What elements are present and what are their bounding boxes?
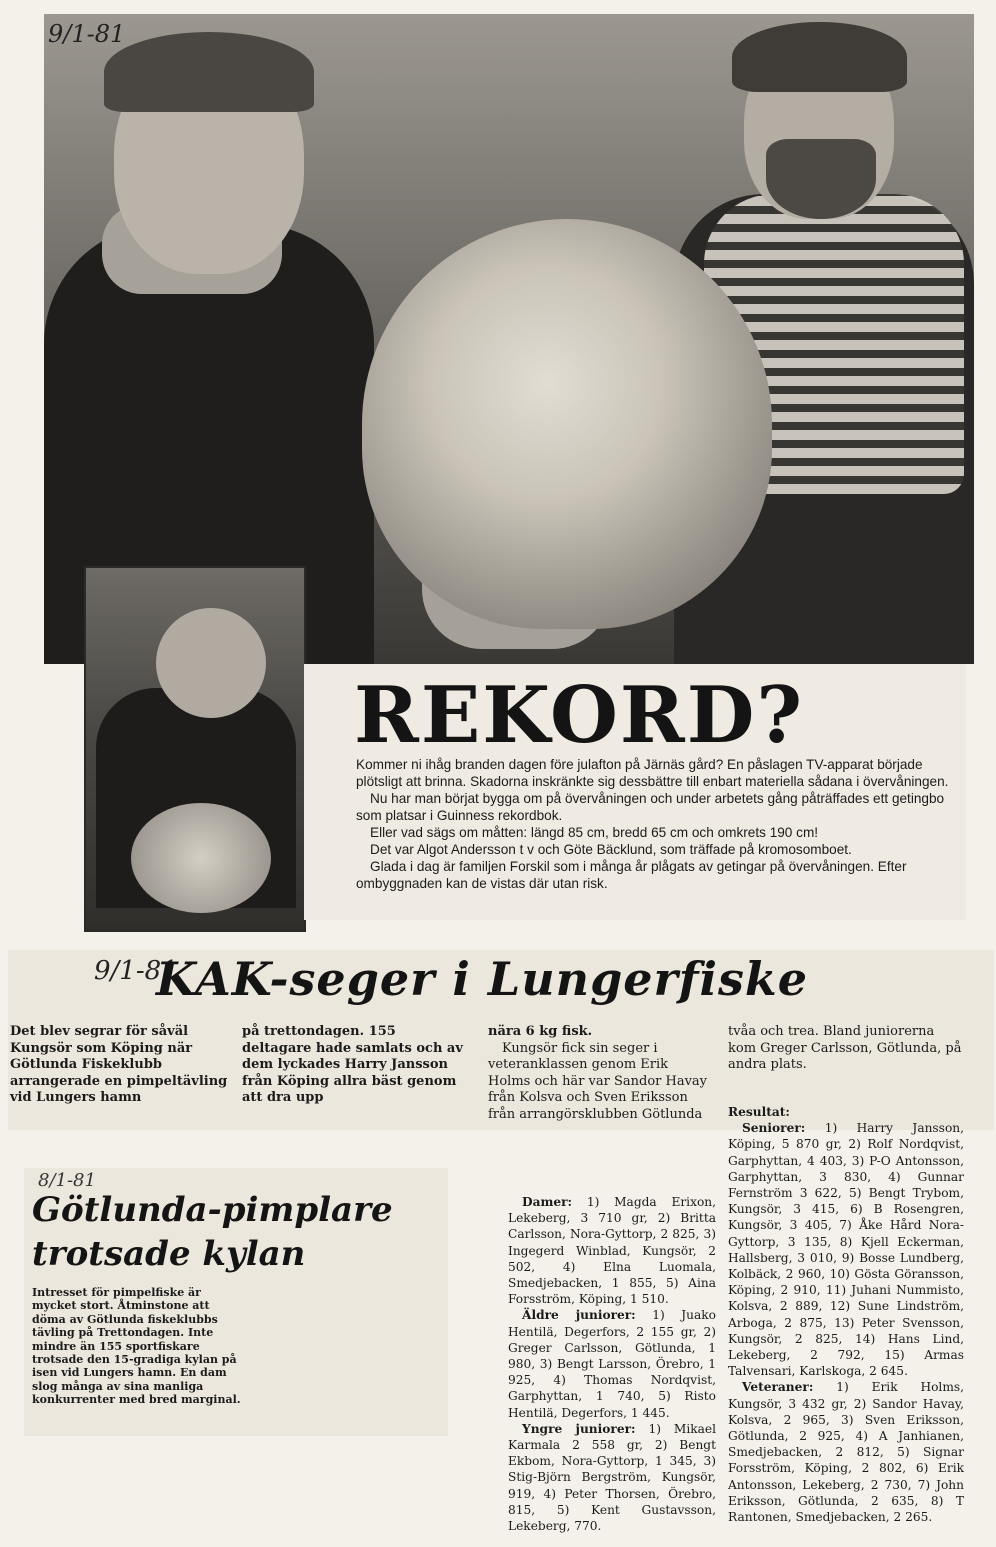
kak-column-3-text: Kungsör fick sin seger i veteranklassen genom Erik Holms och här var Sandor Havay från Kolsva och Sven Eriksson från arrangörsklubben Götlunda (488, 1040, 708, 1122)
photo-person-left-hair (104, 32, 314, 112)
kak-column-3 (488, 1024, 708, 1124)
handwritten-date: 8/1-81 (38, 1170, 96, 1191)
inset-photo (84, 566, 306, 932)
results-column-right (728, 1104, 964, 1525)
photo-person-right-beard (766, 139, 876, 219)
kak-lead (10, 1024, 228, 1107)
kak-lead-text: Det blev segrar för såväl Kungsör som Köping när Götlunda Fiskeklubb arrangerade en pimpeltävling vid Lungers hamn (10, 1024, 228, 1106)
veteraner-text: 1) Erik Holms, Kungsör, 3 432 gr, 2) Sandor Havay, Kolsva, 2 965, 3) Sven Eriksson, Götlunda, 2 925, 4) A Janhianen, Smedjebacken, 2 812, 5) Signar Forsström, Köping, 2 802, 6) Erik Antonsson, Lekeberg, 2 730, 7) John Eriksson, Götlunda, 2 635, 8) T Rantonen, Smedjebacken, 2 265. (728, 1380, 965, 1525)
aldre-text: 1) Juako Hentilä, Degerfors, 2 155 gr, 2) Greger Carlsson, Götlunda, 1 980, 3) Bengt Larsson, Örebro, 1 925, 4) Thomas Nordqvist, Garphyttan, 1 740, 5) Risto Hentilä, Degerfors, 1 445. (508, 1308, 717, 1420)
kak-headline: KAK-seger i Lungerfiske (156, 952, 809, 1006)
results-aldre-juniorer (508, 1307, 716, 1420)
inset-wasp-nest (131, 803, 271, 913)
kak-column-2-text: på trettondagen. 155 deltagare hade samlats och av dem lyckades Harry Jansson från Köping allra bäst genom att dra upp (242, 1024, 463, 1106)
inset-person-head (156, 608, 266, 718)
damer-text: 1) Magda Erixon, Lekeberg, 3 710 gr, 2) Britta Carlsson, Nora-Gyttorp, 2 825, 3) Ingegerd Winblad, Kungsör, 2 502, 4) Elna Luomala, Smedjebacken, 1 855, 5) Aina Forsström, Köping, 1 510. (508, 1195, 716, 1307)
rekord-headline: REKORD? (354, 670, 805, 761)
results-veteraner (728, 1379, 964, 1525)
veteraner-label: Veteraner: (742, 1380, 814, 1395)
results-yngre-juniorer (508, 1421, 716, 1534)
rekord-paragraph: Glada i dag är familjen Forskil som i många år plågats av getingar på övervåningen. Efter ombyggnaden kan de vistas där utan risk. (356, 859, 907, 891)
kak-article (8, 950, 994, 1130)
rekord-paragraph: Eller vad sägs om måtten: längd 85 cm, bredd 65 cm och omkrets 190 cm! (370, 825, 819, 840)
results-heading: Resultat: (728, 1105, 790, 1119)
kak-column-3-bold: nära 6 kg fisk. (488, 1024, 593, 1039)
rekord-paragraph: Det var Algot Andersson t v och Göte Bäcklund, som träffade på kromosomboet. (370, 842, 852, 857)
damer-label: Damer: (522, 1195, 573, 1209)
gotlunda-headline (32, 1188, 393, 1276)
results-damer (508, 1194, 716, 1307)
gotlunda-headline-line1: Götlunda-pimplare (32, 1190, 393, 1230)
kak-column-4-text: tvåa och trea. Bland juniorerna kom Greger Carlsson, Götlunda, på andra plats. (728, 1024, 962, 1073)
gotlunda-headline-line2: trotsade kylan (32, 1234, 306, 1274)
yngre-label: Yngre juniorer: (522, 1421, 636, 1436)
handwritten-date: 9/1-81 (48, 20, 126, 48)
results-seniorer (728, 1120, 964, 1379)
gotlunda-article (24, 1168, 448, 1436)
photo-wasp-nest (362, 219, 772, 629)
rekord-article (304, 664, 966, 920)
kak-column-2 (242, 1024, 464, 1107)
gotlunda-body: Intresset för pimpelfiske är mycket stort. Åtminstone att döma av Götlunda fiskeklubbs tävling på Trettondagen. Inte mindre än 155 sportfiskare trotsade den 15-gradiga kylan på isen vid Lungers hamn. En dam slog många av sina manliga konkurrenter med bred marginal. (32, 1286, 241, 1407)
rekord-body (356, 756, 952, 892)
seniorer-text: 1) Harry Jansson, Köping, 5 870 gr, 2) Rolf Nordqvist, Garphyttan, 4 403, 3) P-O Antonsson, Garphyttan, 3 830, 4) Gunnar Fernström 3 622, 5) Bengt Trybom, Kungsör, 3 415, 6) B Rosengren, Kungsör, 3 405, 7) Åke Hård Nora-Gyttorp, 3 135, 8) Kjell Eckerman, Hallsberg, 3 010, 9) Bosse Lundberg, Kolbäck, 2 960, 10) Gösta Göransson, Köping, 2 910, 11) Juhani Nummisto, Kolsva, 2 889, 12) Sune Lindström, Arboga, 2 875, 13) Peter Svensson, Kungsör, 2 825, 14) Hans Lind, Lekeberg, 2 792, 15) Armas Talvensari, Karlskoga, 2 645. (728, 1121, 964, 1379)
aldre-label: Äldre juniorer: (522, 1308, 636, 1323)
seniorer-label: Seniorer: (742, 1121, 806, 1136)
rekord-paragraph: Nu har man börjat bygga om på övervåningen och under arbetets gång påträffades ett getingbo som platsar i Guinness rekordbok. (356, 791, 945, 823)
results-column-middle (508, 1194, 716, 1534)
kak-column-4 (728, 1024, 964, 1074)
rekord-paragraph: Kommer ni ihåg branden dagen före julafton på Järnäs gård? En påslagen TV-apparat började plötsligt att brinna. Skadorna inskränkte sig dessbättre till enbart materiella sådana i övervåningen. (356, 757, 949, 789)
handwritten-date: 9/1-81 (94, 956, 178, 986)
yngre-text: 1) Mikael Karmala 2 558 gr, 2) Bengt Ekbom, Nora-Gyttorp, 1 345, 3) Stig-Björn Bergström, Kungsör, 919, 4) Peter Thorsen, Örebro, 815, 5) Kent Gustavsson, Lekeberg, 770. (508, 1421, 716, 1534)
photo-person-right-hair (732, 22, 907, 92)
